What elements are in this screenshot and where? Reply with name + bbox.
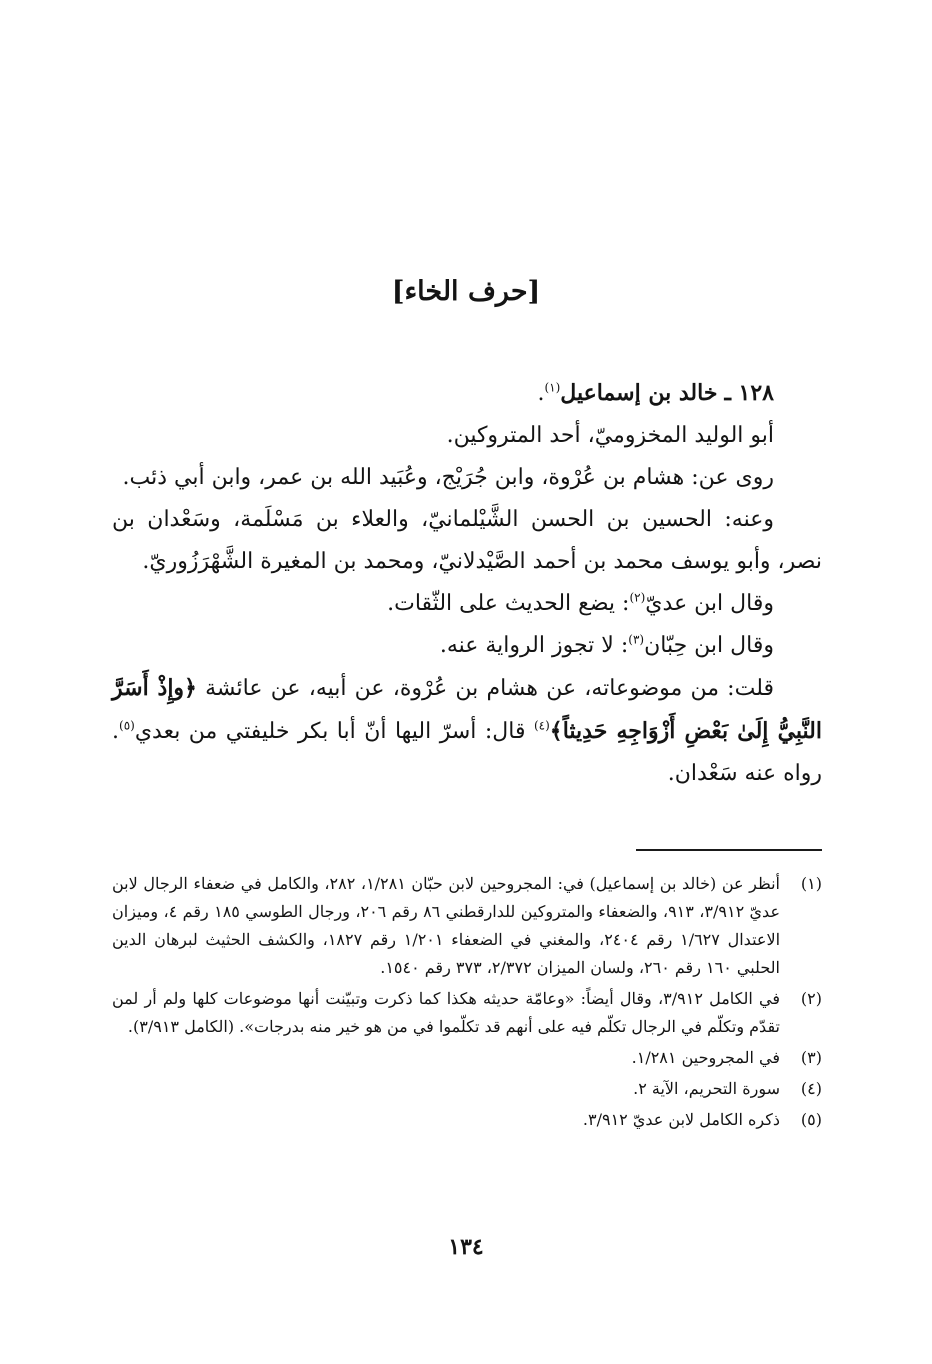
footnote-text: في المجروحين ١/٢٨١.	[631, 1048, 780, 1067]
paragraph-ibn-adi	[112, 583, 822, 625]
footnote-ref[interactable]: (١)	[544, 380, 561, 395]
footnote-text: ذكره الكامل لابن عديّ ٣/٩١٢.	[582, 1110, 780, 1129]
footnote-ref[interactable]: (٢)	[629, 590, 646, 605]
paragraph-narrators: وعنه: الحسين بن الحسن الشَّيْلمانيّ، والعلاء بن مَسْلَمة، وسَعْدان بن نصر، وأبو يوسف محمد بن أحمد الصَّيْدلانيّ، ومحمد بن المغيرة الشَّهْرَزُوريّ.	[112, 507, 822, 574]
paragraph-ibn-hibban	[112, 625, 822, 667]
page-number: ١٣٤	[448, 1234, 484, 1260]
entry-name-suffix: .	[537, 381, 545, 406]
footnote-number: (٥)	[800, 1110, 822, 1129]
fabrications-text: قال: أسرّ اليها أنّ أبا بكر خليفتي من بعدي	[134, 719, 534, 744]
footnotes	[112, 870, 822, 1137]
footnote-divider	[636, 849, 822, 851]
entry-number: ١٢٨ ـ	[724, 380, 774, 406]
footnote-item	[112, 1106, 822, 1134]
footnote-ref[interactable]: (٣)	[628, 632, 645, 647]
entry-name: خالد بن إسماعيل	[560, 380, 718, 406]
footnote-item	[112, 1075, 822, 1103]
paragraph-kunya: أبو الوليد المخزوميّ، أحد المتروكين.	[446, 423, 774, 448]
footnote-item	[112, 1044, 822, 1072]
footnote-ref[interactable]: (٥)	[119, 718, 135, 733]
fabrications-intro: قلت: من موضوعاته، عن هشام بن عُرْوة، عن أبيه، عن عائشة	[205, 676, 774, 701]
footnote-text: أنظر عن (خالد بن إسماعيل) في: المجروحين لابن حبّان ١/٢٨١، ٢٨٢، والكامل في ضعفاء الرجال لابن عديّ ٣/٩١٢، ٩١٣، والضعفاء والمتروكين للدارقطني ٨٦ رقم ٢٠٦، ورجال الطوسي ١٨٥ رقم ٤، وميزان الاعتدال ١/٦٢٧ رقم ٢٤٠٤، والمغني في الضعفاء ١/٢٠١ رقم ١٨٢٧، والكشف الحثيث لبرهان الدين الحلبي ١٦٠ رقم ٢٦٠، ولسان الميزان ٢/٣٧٢، ٣٧٣ رقم ١٥٤٠.	[112, 874, 781, 977]
ibn-hibban-quote: : لا تجوز الرواية عنه.	[439, 633, 629, 658]
entry-heading	[112, 372, 822, 415]
footnote-item	[112, 870, 822, 982]
ibn-hibban-label: وقال ابن حِبّان	[644, 633, 774, 658]
paragraph-narrated-from: روى عن: هشام بن عُرْوة، وابن جُرَيْج، وعُبَيد الله بن عمر، وابن أبي ذئب.	[122, 465, 774, 490]
section-title: [حرف الخاء]	[391, 276, 541, 307]
fabrications-end: . رواه عنه سَعْدان.	[112, 719, 822, 786]
footnote-item	[112, 985, 822, 1041]
footnote-text: سورة التحريم، الآية ٢.	[633, 1079, 780, 1098]
footnote-number: (٤)	[800, 1079, 822, 1098]
ibn-adi-quote: : يضع الحديث على الثّقات.	[387, 591, 630, 616]
ibn-adi-label: وقال ابن عديّ	[645, 591, 774, 616]
entry-body	[112, 372, 822, 795]
quran-verse: ﴿وإِذْ أَسَرَّ النَّبِيُّ إِلَىٰ بَعْضِ أَزْوَاجِهِ حَدِيثاً﴾	[112, 675, 822, 744]
footnote-text: في الكامل ٣/٩١٢، وقال أيضاً: «وعامّة حديثه هكذا كما ذكرت وتبيّنت أنها موضوعات كلها ولم أر لمن تقدّم وتكلّم في الرجال تكلّم فيه على أنهم قد تكلّموا في من هو خير منه بدرجات». (الكامل ٣/٩١٣).	[112, 989, 781, 1036]
footnote-number: (٣)	[800, 1048, 822, 1067]
footnote-number: (٢)	[800, 989, 822, 1008]
footnote-number: (١)	[800, 874, 822, 893]
paragraph-fabrications	[112, 667, 822, 795]
footnote-ref[interactable]: (٤)	[533, 718, 550, 733]
